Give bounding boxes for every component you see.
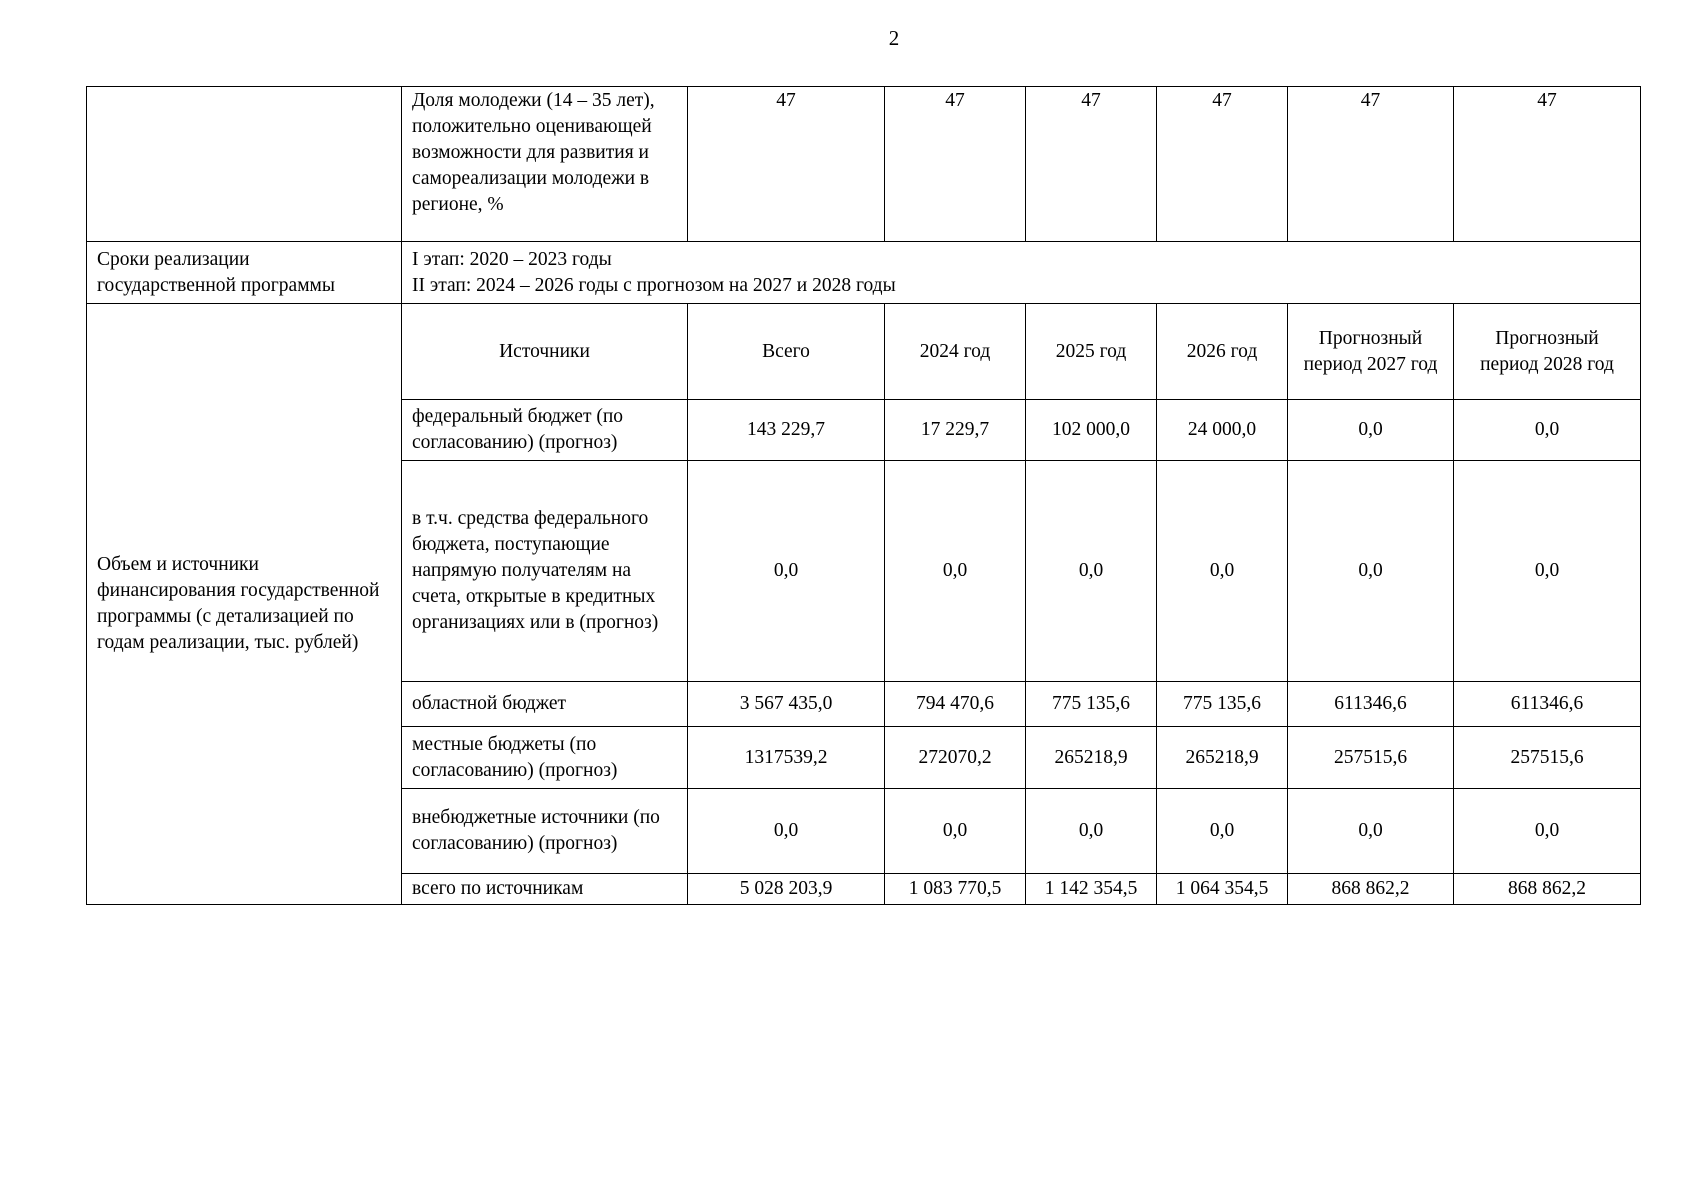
header-2028: Прогнозный период 2028 год: [1454, 304, 1641, 400]
financing-label: Объем и источники финансирования государственной программы (с детализацией по годам реализации, тыс. рублей): [87, 304, 402, 905]
cell-total: 0,0: [688, 461, 885, 682]
indicator-value-2027: 47: [1288, 87, 1454, 242]
cell-2027: 611346,6: [1288, 682, 1454, 727]
cell-2025: 265218,9: [1026, 727, 1157, 789]
header-2027: Прогнозный период 2027 год: [1288, 304, 1454, 400]
cell-2028: 257515,6: [1454, 727, 1641, 789]
cell-2026: 775 135,6: [1157, 682, 1288, 727]
program-passport-table: [86, 86, 1641, 905]
cell-2028: 0,0: [1454, 789, 1641, 874]
terms-label: Сроки реализации государственной программы: [87, 242, 402, 304]
header-sources: Источники: [402, 304, 688, 400]
source-regional: областной бюджет: [402, 682, 688, 727]
terms-stages: [402, 242, 1641, 304]
source-local: местные бюджеты (по согласованию) (прогноз): [402, 727, 688, 789]
cell-2027: 868 862,2: [1288, 874, 1454, 905]
terms-row: [87, 242, 1641, 304]
cell-2026: 265218,9: [1157, 727, 1288, 789]
cell-total: 0,0: [688, 789, 885, 874]
cell-total: 143 229,7: [688, 400, 885, 461]
indicator-value-total: 47: [688, 87, 885, 242]
header-2024: 2024 год: [885, 304, 1026, 400]
indicator-empty-cell: [87, 87, 402, 242]
cell-2027: 0,0: [1288, 400, 1454, 461]
cell-2024: 794 470,6: [885, 682, 1026, 727]
cell-2024: 0,0: [885, 461, 1026, 682]
cell-2026: 0,0: [1157, 461, 1288, 682]
cell-2025: 0,0: [1026, 461, 1157, 682]
cell-2027: 257515,6: [1288, 727, 1454, 789]
source-federal: федеральный бюджет (по согласованию) (прогноз): [402, 400, 688, 461]
cell-2026: 1 064 354,5: [1157, 874, 1288, 905]
indicator-row: [87, 87, 1641, 242]
cell-total: 1317539,2: [688, 727, 885, 789]
cell-2025: 1 142 354,5: [1026, 874, 1157, 905]
cell-2024: 0,0: [885, 789, 1026, 874]
page-number: 2: [888, 26, 900, 50]
source-total: всего по источникам: [402, 874, 688, 905]
cell-2028: 0,0: [1454, 461, 1641, 682]
cell-2028: 868 862,2: [1454, 874, 1641, 905]
source-extrabudgetary: внебюджетные источники (по согласованию) (прогноз): [402, 789, 688, 874]
indicator-value-2025: 47: [1026, 87, 1157, 242]
indicator-label: Доля молодежи (14 – 35 лет), положительно оценивающей возможности для развития и самореализации молодежи в регионе, %: [402, 87, 688, 242]
cell-2027: 0,0: [1288, 461, 1454, 682]
cell-2026: 0,0: [1157, 789, 1288, 874]
header-2026: 2026 год: [1157, 304, 1288, 400]
cell-2024: 17 229,7: [885, 400, 1026, 461]
cell-total: 3 567 435,0: [688, 682, 885, 727]
cell-2024: 1 083 770,5: [885, 874, 1026, 905]
header-2025: 2025 год: [1026, 304, 1157, 400]
indicator-value-2026: 47: [1157, 87, 1288, 242]
indicator-value-2028: 47: [1454, 87, 1641, 242]
source-federal-direct: в т.ч. средства федерального бюджета, поступающие напрямую получателям на счета, открытые в кредитных организациях или в (прогноз): [402, 461, 688, 682]
cell-total: 5 028 203,9: [688, 874, 885, 905]
terms-stage-1: I этап: 2020 – 2023 годы: [412, 248, 612, 270]
cell-2028: 611346,6: [1454, 682, 1641, 727]
cell-2025: 0,0: [1026, 789, 1157, 874]
financing-header-row: [87, 304, 1641, 400]
terms-stage-2: II этап: 2024 – 2026 годы с прогнозом на 2027 и 2028 годы: [412, 274, 896, 296]
cell-2026: 24 000,0: [1157, 400, 1288, 461]
cell-2028: 0,0: [1454, 400, 1641, 461]
header-total: Всего: [688, 304, 885, 400]
cell-2025: 775 135,6: [1026, 682, 1157, 727]
indicator-value-2024: 47: [885, 87, 1026, 242]
cell-2027: 0,0: [1288, 789, 1454, 874]
cell-2024: 272070,2: [885, 727, 1026, 789]
cell-2025: 102 000,0: [1026, 400, 1157, 461]
